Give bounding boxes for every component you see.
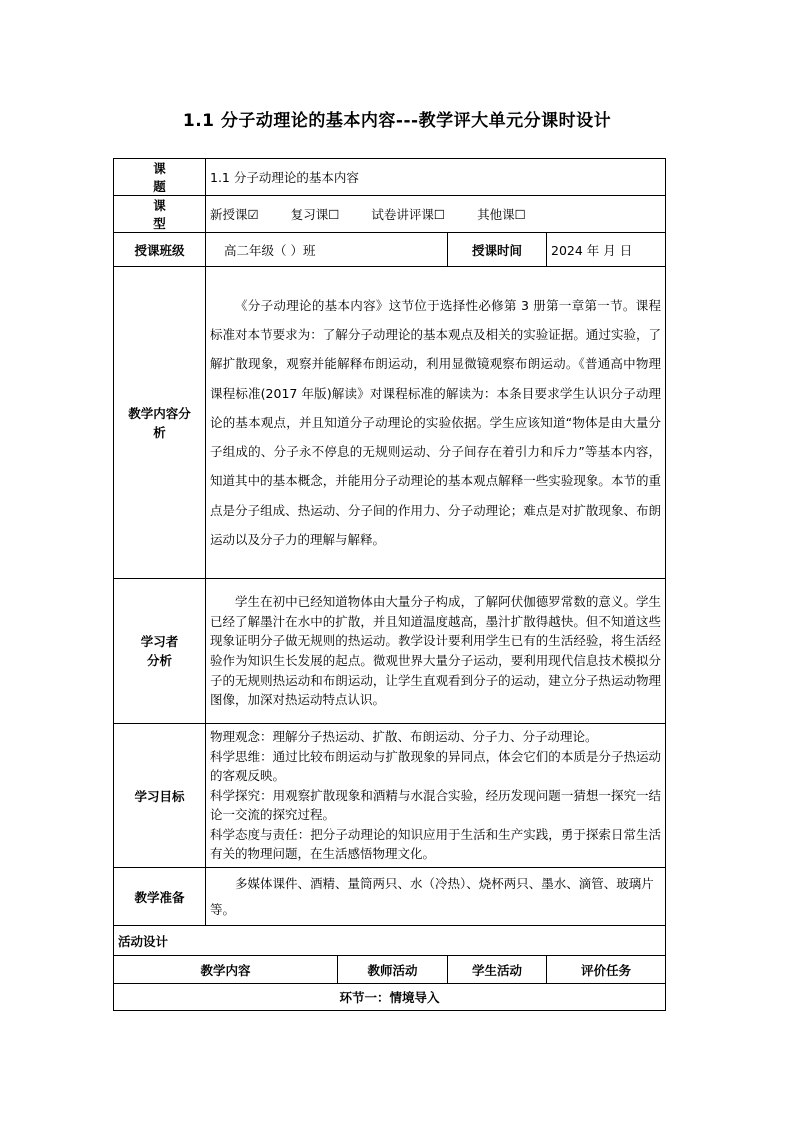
content-analysis-label-line2: 析 — [153, 424, 166, 440]
class-row — [114, 233, 666, 267]
type-label: 课 型 — [114, 196, 206, 233]
document-title: 1.1 分子动理论的基本内容---教学评大单元分课时设计 — [182, 111, 612, 131]
learner-analysis-label-line1: 学习者 — [140, 634, 179, 649]
column-header-content: 教学内容 — [114, 956, 338, 984]
lesson-plan-table — [113, 158, 666, 1011]
type-option-review[interactable]: 复习课☐ — [290, 207, 340, 222]
time-value: 2024 年 月 日 — [547, 233, 666, 267]
content-analysis-text: 《分子动理论的基本内容》这节位于选择性必修第 3 册第一章第一节。课程标准对本节要求为：了解分子动理论的基本观点及相关的实验证据。通过实验，了解扩散现象，观察并能解释布朗运动，利用显微镜观察布朗运动。《普通高中物理课程标准(2017 年版)解读》对课程标准的解读为：本条目要求学生认识分子动理论的基本观点，并且知道分子动理论的实验依据。学生应该知道“物体是由大量分子组成的、分子永不停息的无规则运动、分子间存在着引力和斥力”等基本内容，知道其中的基本概念，并能用分子动理论的基本观点解释一些实验现象。本节的重点是分子组成、热运动、分子间的作用力、分子动理论；难点是对扩散现象、布朗运动以及分子力的理解与解释。 — [206, 267, 666, 579]
column-header-evaluation: 评价任务 — [547, 956, 666, 984]
goal-scientific-thinking: 科学思维：通过比较布朗运动与扩散现象的异同点，体会它们的本质是分子热运动的客观反映。 — [210, 748, 662, 784]
goals-label: 学习目标 — [114, 724, 206, 868]
column-header-student: 学生活动 — [448, 956, 547, 984]
learner-analysis-row — [114, 579, 666, 724]
learner-analysis-text: 学生在初中已经知道物体由大量分子构成，了解阿伏伽德罗常数的意义。学生已经了解墨汁在水中的扩散，并且知道温度越高，墨汁扩散得越快。但不知道这些现象证明分子做无规则的热运动。教学设计要利用学生已有的生活经验，将生活经验作为知识生长发展的起点。微观世界大量分子运动，要利用现代信息技术模拟分子的无规则热运动和布朗运动，让学生直观看到分子的运动，建立分子热运动物理图像，加深对热运动特点认识。 — [206, 579, 666, 724]
columns-row — [114, 956, 666, 984]
topic-row — [114, 159, 666, 196]
learner-analysis-label-line2: 分析 — [146, 653, 172, 668]
type-row — [114, 196, 666, 233]
goal-physics-concept: 物理观念：理解分子热运动、扩散、布朗运动、分子力、分子动理论。 — [210, 728, 598, 744]
topic-label: 课 题 — [114, 159, 206, 196]
learner-analysis-label — [114, 579, 206, 724]
content-analysis-label — [114, 267, 206, 579]
section-row — [114, 984, 666, 1011]
activity-row — [114, 926, 666, 956]
goal-attitude-responsibility: 科学态度与责任：把分子动理论的知识应用于生活和生产实践，勇于探索日常生活有关的物理问题，在生活感悟物理文化。 — [210, 826, 662, 862]
section-title: 环节一：情境导入 — [114, 984, 666, 1011]
type-options — [206, 196, 666, 233]
type-option-other[interactable]: 其他课☐ — [477, 207, 526, 222]
goals-row — [114, 724, 666, 868]
content-analysis-label-line1: 教学内容分 — [128, 405, 191, 421]
time-label: 授课时间 — [448, 233, 547, 267]
prep-text: 多媒体课件、酒精、量筒两只、水（冷热）、烧杯两只、墨水、滴管、玻璃片等。 — [206, 868, 666, 926]
type-option-exam[interactable]: 试卷讲评课☐ — [371, 207, 446, 222]
goals-list — [206, 724, 666, 868]
prep-row — [114, 868, 666, 926]
class-label: 授课班级 — [114, 233, 206, 267]
content-analysis-row — [114, 267, 666, 579]
type-option-new[interactable]: 新授课☑ — [210, 207, 259, 222]
topic-value: 1.1 分子动理论的基本内容 — [206, 159, 666, 196]
goal-scientific-inquiry: 科学探究：用观察扩散现象和酒精与水混合实验，经历发现问题一猜想一探究一结论一交流的探究过程。 — [210, 787, 662, 823]
prep-label: 教学准备 — [114, 868, 206, 926]
activity-label: 活动设计 — [114, 926, 666, 956]
class-value: 高二年级（ ）班 — [206, 233, 448, 267]
column-header-teacher: 教师活动 — [338, 956, 448, 984]
